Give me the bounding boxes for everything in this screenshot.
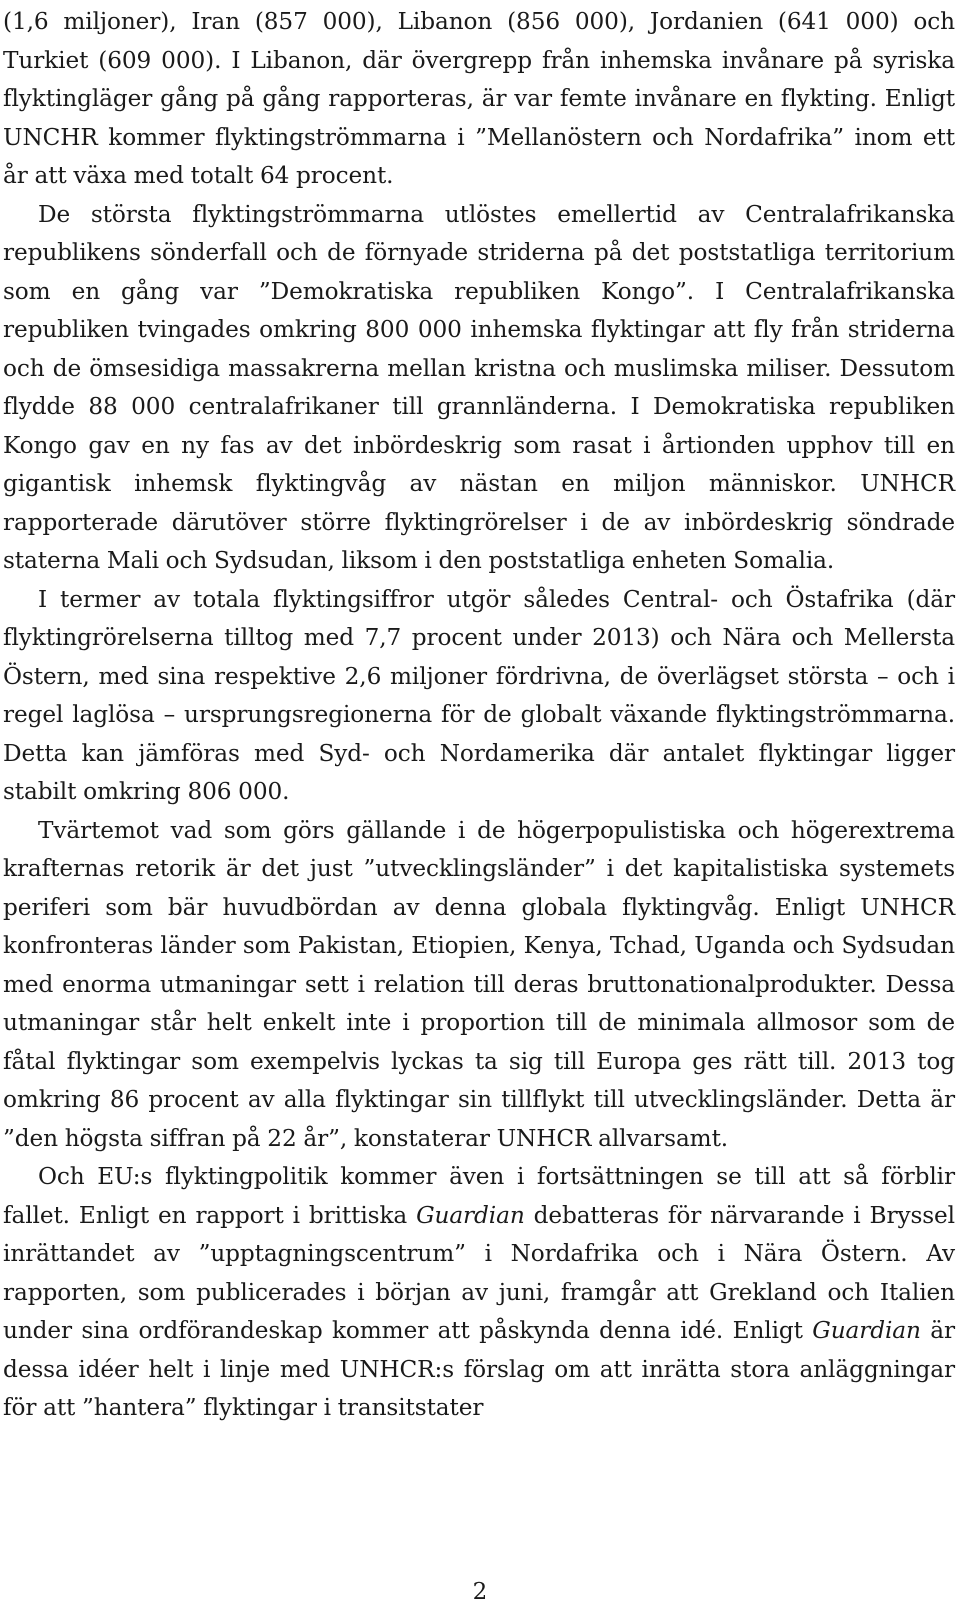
text-run: (1,6 miljoner), Iran (857 000), Libanon (856 000), Jordanien (641 000) och Turkiet (609 000). I Libanon, där övergrepp från inhemska invånare på syriska flyktingläger gång på gång rapporteras, är var femte invånare en flykting. Enligt UNCHR kommer flyktingströmmarna i ”Mellanöstern och Nordafrika” inom ett år att växa med totalt 64 procent. [3, 8, 955, 189]
page-number: 2 [472, 1579, 488, 1605]
paragraph [3, 1158, 955, 1428]
publication-title: Guardian [416, 1201, 525, 1229]
body-text [3, 3, 955, 1428]
text-run: Tvärtemot vad som görs gällande i de högerpopulistiska och högerextrema krafternas retorik är det just ”utvecklingsländer” i det kapitalistiska systemets periferi som bär huvudbördan av denna globala flyktingvåg. Enligt UNHCR konfronteras länder som Pakistan, Etiopien, Kenya, Tchad, Uganda och Sydsudan med enorma utmaningar sett i relation till deras bruttonationalprodukter. Dessa utmaningar står helt enkelt inte i proportion till de minimala allmosor som de fåtal flyktingar som exempelvis lyckas ta sig till Europa ges rätt till. 2013 tog omkring 86 procent av alla flyktingar sin tillflykt till utvecklingsländer. Detta är ”den högsta siffran på 22 år”, konstaterar UNHCR allvarsamt. [3, 816, 955, 1152]
text-run: I termer av totala flyktingsiffror utgör således Central- och Östafrika (där flyktingrörelserna tilltog med 7,7 procent under 2013) och Nära och Mellersta Östern, med sina respektive 2,6 miljoner fördrivna, de överlägset största – och i regel laglösa – ursprungsregionerna för de globalt växande flyktingströmmarna. Detta kan jämföras med Syd- och Nordamerika där antalet flyktingar ligger stabilt omkring 806 000. [3, 585, 955, 805]
text-run: debatteras för närvarande i Bryssel inrättandet av ”upptagningscentrum” i Nordafrika och i Nära Östern. Av rapporten, som publicerades i början av juni, framgår att Grekland och Italien under sina ordförandeskap kommer att påskynda denna idé. Enligt [3, 1201, 955, 1344]
paragraph [3, 196, 955, 581]
document-page [3, 3, 955, 1428]
text-run: De största flyktingströmmarna utlöstes emellertid av Centralafrikanska republikens sönderfall och de förnyade striderna på det poststatliga territorium som en gång var ”Demokratiska republiken Kongo”. I Centralafrikanska republiken tvingades omkring 800 000 inhemska flyktingar att fly från striderna och de ömsesidiga massakrerna mellan kristna och muslimska miliser. Dessutom flydde 88 000 centralafrikaner till grannländerna. I Demokratiska republiken Kongo gav en ny fas av det inbördeskrig som rasat i årtionden upphov till en gigantisk inhemsk flyktingvåg av nästan en miljon människor. UNHCR rapporterade därutöver större flyktingrörelser i de av inbördeskrig söndrade staterna Mali och Sydsudan, liksom i den poststatliga enheten Somalia. [3, 200, 955, 574]
paragraph [3, 812, 955, 1159]
publication-title: Guardian [812, 1317, 921, 1344]
text-run: Och EU:s flyktingpolitik kommer även i fortsättningen se till att så förblir fallet. Enligt en rapport i brittiska [3, 1163, 955, 1229]
paragraph [3, 3, 955, 196]
text-run: är dessa idéer helt i linje med UNHCR:s förslag om att inrätta stora anläggningar för att ”hantera” flyktingar i transitstater [3, 1317, 955, 1421]
paragraph [3, 581, 955, 812]
